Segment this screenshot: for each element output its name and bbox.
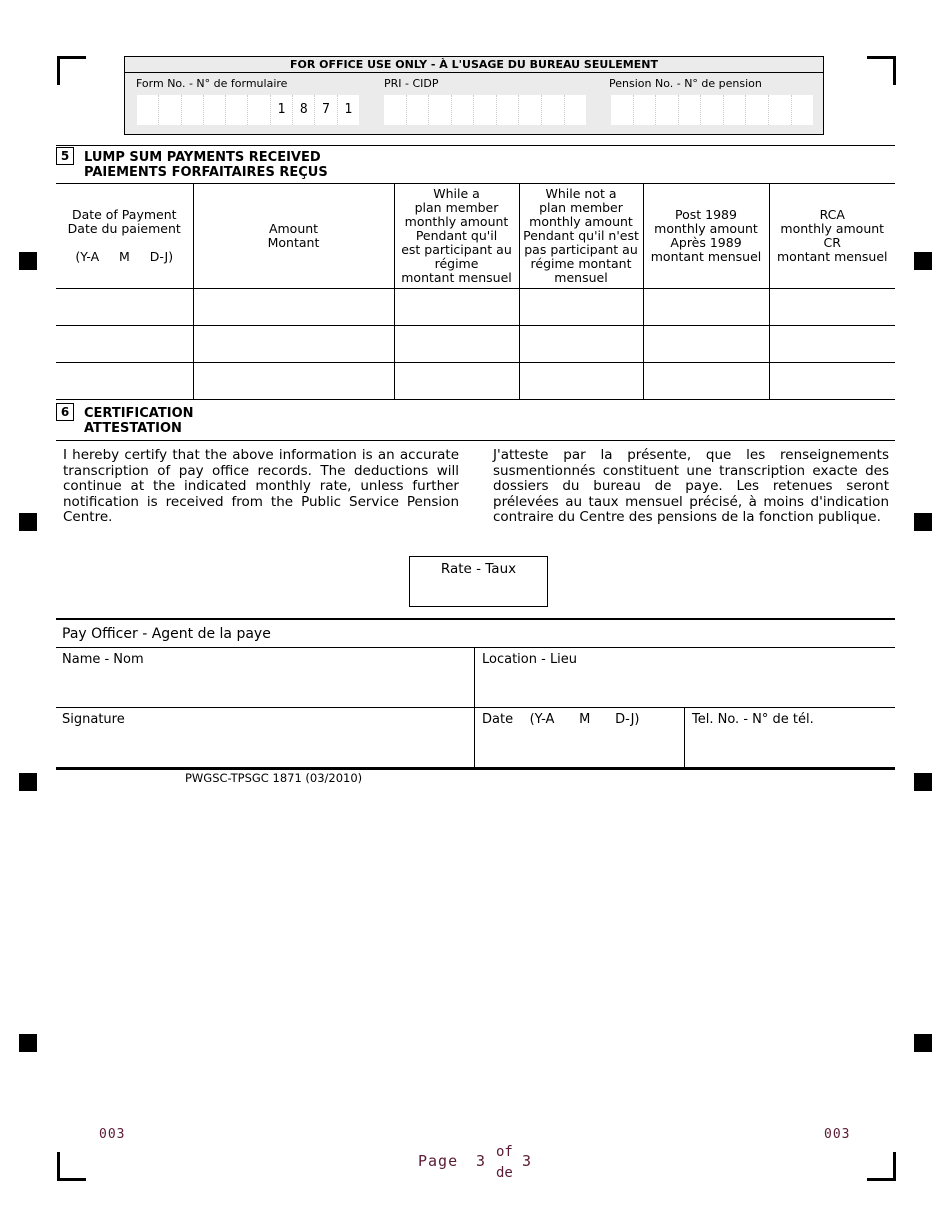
page-of-en: of — [496, 1144, 513, 1160]
form-no-field[interactable] — [137, 95, 359, 125]
form-no-digit — [137, 95, 159, 125]
form-no-digit — [204, 95, 226, 125]
certification-text-en: I hereby certify that the above information is an accurate transcription of pay office records. The deductions will continue at the indicated monthly rate, unless further notification is received from the Public Service Pension Centre. — [63, 447, 459, 525]
page-current: 3 — [476, 1152, 486, 1170]
signature-label: Signature — [62, 712, 125, 727]
table-header-row — [56, 184, 895, 289]
header-line — [56, 236, 193, 250]
timing-mark — [914, 513, 932, 531]
header-line: montant mensuel — [777, 249, 888, 264]
pension-no-label: Pension No. - N° de pension — [609, 77, 762, 90]
pay-officer-heading: Pay Officer - Agent de la paye — [62, 626, 271, 642]
table-cell[interactable] — [394, 363, 519, 400]
table-cell[interactable] — [56, 326, 193, 363]
row-divider — [56, 707, 895, 708]
header-line: While not a — [545, 186, 617, 201]
form-no-digit — [159, 95, 181, 125]
timing-mark — [914, 1034, 932, 1052]
form-code: PWGSC-TPSGC 1871 (03/2010) — [185, 771, 363, 785]
page-of-fr: de — [496, 1165, 513, 1181]
header-line: Amount — [268, 221, 319, 236]
pri-label: PRI - CIDP — [384, 77, 439, 90]
table-cell[interactable] — [643, 363, 769, 400]
col-while-plan-member — [394, 184, 519, 289]
form-no-digit: 7 — [315, 95, 337, 125]
tel-field[interactable] — [686, 709, 894, 767]
header-line: monthly amount — [780, 221, 885, 236]
header-line: monthly amount — [404, 214, 509, 229]
section-6-title — [84, 406, 194, 436]
header-line: Post 1989 — [675, 207, 737, 222]
header-line: RCA — [819, 207, 845, 222]
tel-label: Tel. No. - N° de tél. — [692, 712, 814, 727]
header-line: plan member — [539, 200, 623, 215]
timing-mark — [19, 513, 37, 531]
header-line: mensuel — [554, 270, 608, 285]
rate-label: Rate - Taux — [440, 561, 517, 577]
corner-mark-top-left — [57, 56, 86, 85]
section-6-title-en: CERTIFICATION — [84, 406, 194, 421]
header-line: CR — [823, 235, 841, 250]
header-line: monthly amount — [529, 214, 633, 229]
timing-mark — [19, 252, 37, 270]
section-divider — [56, 618, 895, 620]
page-code-right: 003 — [824, 1127, 851, 1142]
header-line: montant mensuel — [650, 249, 762, 264]
corner-mark-top-right — [867, 56, 896, 85]
table-cell[interactable] — [193, 326, 394, 363]
header-line: montant mensuel — [401, 270, 512, 285]
section-5-title — [84, 150, 328, 180]
form-no-label: Form No. - N° de formulaire — [136, 77, 288, 90]
table-cell[interactable] — [394, 289, 519, 326]
name-field[interactable] — [56, 649, 474, 707]
corner-mark-bottom-left — [57, 1152, 86, 1181]
table-cell[interactable] — [769, 326, 895, 363]
header-line: plan member — [414, 200, 499, 215]
table-cell[interactable] — [193, 289, 394, 326]
timing-mark — [19, 1034, 37, 1052]
timing-mark — [914, 773, 932, 791]
corner-mark-bottom-right — [867, 1152, 896, 1181]
col-amount — [193, 184, 394, 289]
office-use-header: FOR OFFICE USE ONLY - À L'USAGE DU BUREAU SEULEMENT — [125, 57, 823, 73]
column-divider — [684, 707, 685, 768]
table-row — [56, 289, 895, 326]
section-5-number: 5 — [56, 147, 74, 165]
header-line: régime montant — [530, 256, 632, 271]
header-line: Date du paiement — [67, 221, 181, 236]
section-6-number: 6 — [56, 403, 74, 421]
header-line: Pendant qu'il — [415, 228, 498, 243]
rate-box[interactable] — [409, 556, 548, 607]
table-cell[interactable] — [519, 326, 643, 363]
form-no-digit — [182, 95, 204, 125]
certification-text-fr: J'atteste par la présente, que les renseignements susmentionnés constituent une transcription exacte des dossiers du bureau de paye. Les retenues seront prélevées au taux mensuel précisé, à moins d'indication contraire du Centre des pensions de la fonction publique. — [493, 447, 889, 525]
table-row — [56, 326, 895, 363]
pension-no-field[interactable] — [611, 95, 813, 125]
col-while-not-plan-member — [519, 184, 643, 289]
form-no-digit — [226, 95, 248, 125]
form-no-digit: 1 — [271, 95, 293, 125]
timing-mark — [19, 773, 37, 791]
table-cell[interactable] — [519, 289, 643, 326]
col-date-payment — [56, 184, 193, 289]
col-rca — [769, 184, 895, 289]
timing-mark — [914, 252, 932, 270]
header-line: Date of Payment — [71, 207, 177, 222]
header-line: pas participant au — [524, 242, 638, 257]
date-field[interactable] — [476, 709, 684, 767]
location-label: Location - Lieu — [482, 652, 578, 667]
row-divider — [56, 647, 895, 648]
table-cell[interactable] — [394, 326, 519, 363]
section-divider — [56, 440, 895, 441]
form-no-digit — [248, 95, 270, 125]
section-divider — [56, 767, 895, 770]
header-line: Pendant qu'il n'est — [523, 228, 639, 243]
form-no-digit: 1 — [344, 102, 353, 117]
table-cell[interactable] — [643, 326, 769, 363]
table-cell[interactable] — [519, 363, 643, 400]
section-5-title-en: LUMP SUM PAYMENTS RECEIVED — [84, 150, 321, 165]
form-no-digit: 8 — [293, 95, 315, 125]
location-field[interactable] — [476, 649, 894, 707]
header-line: While a — [433, 186, 480, 201]
table-cell[interactable] — [193, 363, 394, 400]
lump-sum-table — [56, 183, 895, 400]
header-line: Après 1989 — [670, 235, 742, 250]
table-cell[interactable] — [643, 289, 769, 326]
header-line: (Y-A M D-J) — [75, 249, 174, 264]
signature-field[interactable] — [56, 709, 474, 767]
pri-field[interactable] — [384, 95, 586, 125]
page-total: 3 — [522, 1152, 532, 1170]
page-word: Page — [418, 1152, 459, 1170]
section-divider — [56, 145, 895, 146]
office-use-box — [124, 56, 824, 135]
table-cell[interactable] — [769, 289, 895, 326]
date-label: Date (Y-A M D-J) — [482, 712, 640, 727]
table-cell[interactable] — [56, 363, 193, 400]
header-line: est participant au — [401, 242, 512, 257]
header-line: régime — [434, 256, 479, 271]
table-row — [56, 363, 895, 400]
header-line: Montant — [267, 235, 320, 250]
name-label: Name - Nom — [62, 652, 144, 667]
section-5-title-fr: PAIEMENTS FORFAITAIRES REÇUS — [84, 165, 328, 180]
page-indicator — [418, 1144, 548, 1184]
table-cell[interactable] — [769, 363, 895, 400]
header-line: monthly amount — [654, 221, 758, 236]
table-cell[interactable] — [56, 289, 193, 326]
col-post-1989 — [643, 184, 769, 289]
section-6-title-fr: ATTESTATION — [84, 421, 182, 436]
page-code-left: 003 — [99, 1127, 126, 1142]
